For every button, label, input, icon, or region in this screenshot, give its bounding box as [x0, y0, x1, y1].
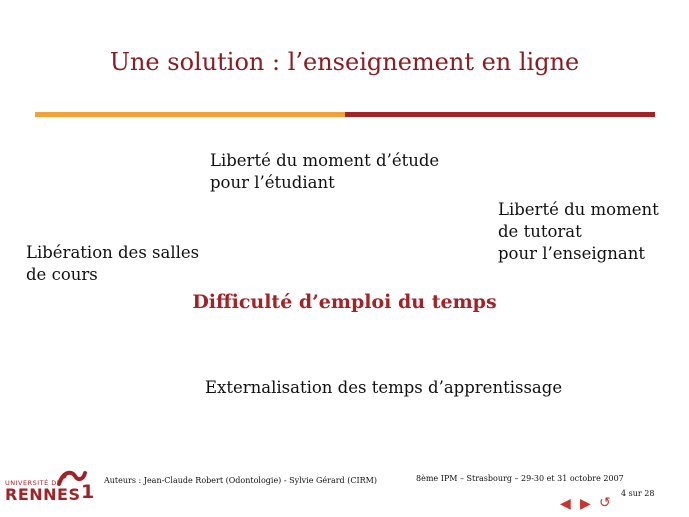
- logo-bottom-text: RENNES: [5, 485, 81, 504]
- reload-icon[interactable]: ↺: [599, 495, 611, 511]
- logo-numeral: 1: [81, 481, 95, 503]
- logo-top-text: UNIVERSITÉ DE: [5, 479, 62, 487]
- item-salles-line2: de cours: [26, 265, 98, 284]
- footer-authors: Auteurs : Jean-Claude Robert (Odontologie) - Sylvie Gérard (CIRM): [104, 476, 377, 485]
- item-moment-etude-line2: pour l’étudiant: [210, 173, 335, 192]
- item-tutorat-line2: de tutorat: [498, 222, 582, 241]
- item-salles: [26, 242, 199, 286]
- center-statement: Difficulté d’emploi du temps: [192, 291, 497, 313]
- footer-event: 8ème IPM – Strasbourg – 29-30 et 31 octobre 2007: [416, 474, 624, 483]
- item-tutorat-line3: pour l’enseignant: [498, 244, 645, 263]
- prev-arrow-icon[interactable]: ◀: [560, 496, 571, 512]
- item-tutorat-line1: Liberté du moment: [498, 200, 659, 219]
- page-number: 4 sur 28: [621, 489, 655, 498]
- item-salles-line1: Libération des salles: [26, 243, 200, 262]
- next-arrow-icon[interactable]: ▶: [580, 496, 591, 512]
- title-rule-red: [345, 112, 655, 117]
- item-externalisation: Externalisation des temps d’apprentissage: [205, 378, 563, 397]
- slide-title: Une solution : l’enseignement en ligne: [109, 48, 580, 76]
- university-logo: [5, 468, 95, 502]
- item-tutorat: [498, 199, 659, 265]
- title-rule-orange: [35, 112, 345, 117]
- item-moment-etude: [210, 150, 439, 194]
- item-moment-etude-line1: Liberté du moment d’étude: [210, 151, 440, 170]
